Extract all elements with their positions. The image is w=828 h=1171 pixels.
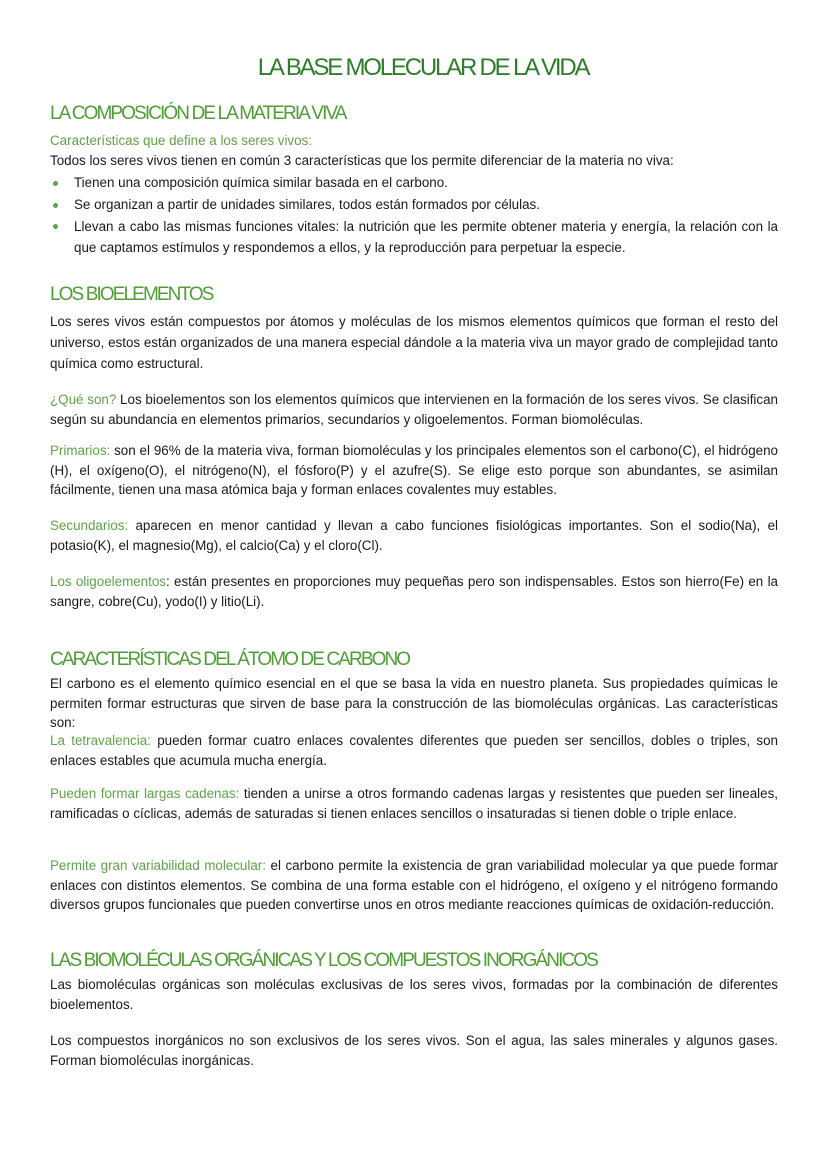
list-item-text: Llevan a cabo las mismas funciones vitales: la nutrición que les permite obtener materia y energía, la relación con la que captamos estímulos y respondemos a ellos, y la reproducción para perpetuar la especie. — [74, 219, 778, 256]
term-text: aparecen en menor cantidad y llevan a cabo funciones fisiológicas importantes. Son el sodio(Na), el potasio(K), el magnesio(Mg), el calcio(Ca) y el cloro(Cl). — [50, 518, 778, 553]
paragraph: Las biomoléculas orgánicas son moléculas exclusivas de los seres vivos, formadas por la combinación de diferentes bioelementos. — [50, 977, 778, 1012]
list-item-text: Se organizan a partir de unidades similares, todos están formados por células. — [74, 196, 540, 212]
term-label: Los oligoelementos — [50, 574, 166, 589]
paragraph-tetravalencia — [50, 731, 778, 770]
document-title: LA BASE MOLECULAR DE LA VIDA — [257, 54, 589, 81]
paragraph-variabilidad — [50, 856, 778, 915]
paragraph: El carbono es el elemento químico esencial en el que se basa la vida en nuestro planeta. Sus propiedades químicas le permiten formar estructuras que sirven de base para la construcción de las biomoléculas orgánicas. Las características son: — [50, 676, 778, 731]
paragraph-oligoelementos — [50, 572, 778, 611]
term-label: Pueden formar largas cadenas: — [50, 786, 240, 801]
section-heading-composicion: LA COMPOSICIÓN DE LA MATERIA VIVA — [50, 103, 346, 124]
term-label: ¿Qué son? — [50, 392, 117, 407]
paragraph-secundarios — [50, 516, 778, 555]
list-item-text: Tienen una composición química similar basada en el carbono. — [74, 175, 448, 190]
term-label: Permite gran variabilidad molecular: — [50, 858, 266, 873]
list-item — [50, 173, 778, 193]
term-text: : están presentes en proporciones muy pequeñas pero son indispensables. Estos son hierro(Fe) en la sangre, cobre(Cu), yodo(I) y litio(Li). — [50, 574, 778, 609]
section-heading-biomoleculas: LAS BIOMOLÉCULAS ORGÁNICAS Y LOS COMPUESTOS INORGÁNICOS — [50, 950, 597, 971]
paragraph-cadenas — [50, 784, 778, 823]
bullet-icon — [53, 224, 58, 229]
term-label: La tetravalencia: — [50, 733, 151, 748]
intro-paragraph: Todos los seres vivos tienen en común 3 características que los permite diferenciar de la materia no viva: — [50, 153, 674, 168]
term-label: Secundarios: — [50, 518, 129, 533]
subtitle: Características que define a los seres vivos: — [50, 133, 312, 148]
paragraph: Los seres vivos están compuestos por átomos y moléculas de los mismos elementos químicos que forman el resto del universo, estos están organizados de una manera especial dándole a la materia viva un mayor grado de complejidad tanto química como estructural. — [50, 314, 778, 371]
term-text: el carbono permite la existencia de gran variabilidad molecular ya que puede formar enlaces con distintos elementos. Se combina de una forma estable con el hidrógeno, el oxígeno y el nitrógeno formando diversos grupos funcionales que pueden convertirse unos en otros mediante reacciones químicas de oxidación-reducción. — [50, 858, 779, 913]
term-label: Primarios: — [50, 443, 111, 458]
paragraph: Los compuestos inorgánicos no son exclusivos de los seres vivos. Son el agua, las sales minerales y algunos gases. Forman biomoléculas inorgánicas. — [50, 1033, 778, 1068]
list-item — [50, 195, 778, 215]
section-heading-bioelementos: LOS BIOELEMENTOS — [50, 284, 213, 305]
section-heading-carbono: CARACTERÍSTICAS DEL ÁTOMO DE CARBONO — [50, 649, 410, 670]
list-item — [50, 216, 778, 258]
paragraph-que-son — [50, 390, 778, 429]
term-text: son el 96% de la materia viva, forman biomoléculas y los principales elementos son el carbono(C), el hidrógeno (H), el oxígeno(O), el nitrógeno(N), el fósforo(P) y el azufre(S). Se elige esto porque son abundantes, se asimilan fácilmente, tienen una masa atómica baja y forman enlaces covalentes muy estables. — [50, 443, 778, 498]
term-text: pueden formar cuatro enlaces covalentes diferentes que pueden ser sencillos, dobles o triples, son enlaces estables que acumula mucha energía. — [50, 733, 778, 768]
term-text: tienden a unirse a otros formando cadenas largas y resistentes que pueden ser lineales, ramificadas o cíclicas, además de saturadas si tienen enlaces sencillos o insaturadas si tienen doble o triple enlace. — [50, 786, 778, 821]
bullet-icon — [53, 181, 58, 186]
term-text: Los bioelementos son los elementos químicos que intervienen en la formación de los seres vivos. Se clasifican según su abundancia en elementos primarios, secundarios y oligoelementos. Forman biomoléculas. — [50, 392, 778, 427]
characteristics-list — [50, 173, 778, 258]
bullet-icon — [53, 203, 58, 208]
paragraph-primarios — [50, 441, 778, 500]
